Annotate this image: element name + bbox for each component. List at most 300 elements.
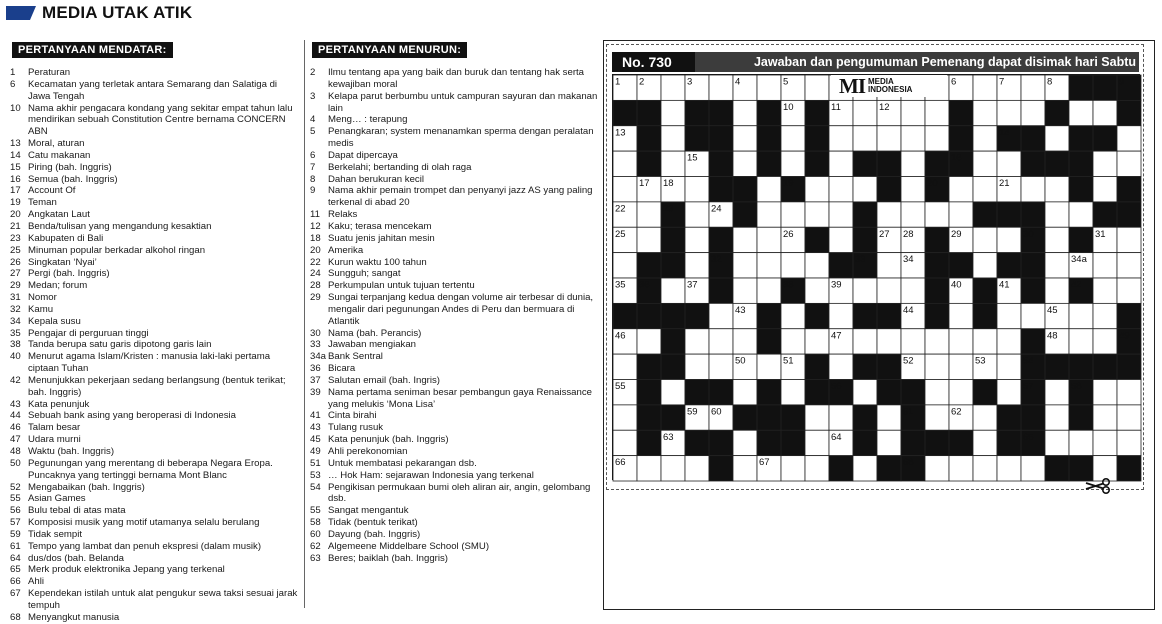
black-cell (1021, 278, 1045, 303)
grid-cell[interactable] (949, 177, 973, 202)
clue-number: 31 (10, 292, 21, 304)
across-clue (8, 138, 298, 150)
grid-cell[interactable] (613, 253, 637, 278)
black-cell (853, 354, 877, 379)
grid-cell[interactable] (613, 151, 637, 176)
grid-cell[interactable] (1117, 430, 1141, 455)
clue-text: Piring (bah. Inggris) (28, 161, 112, 173)
black-cell (661, 303, 685, 328)
clue-number: 56 (10, 505, 21, 517)
clue-number: 57 (10, 517, 21, 529)
grid-cell[interactable] (1069, 100, 1093, 125)
grid-cell[interactable] (733, 253, 757, 278)
grid-cell[interactable] (709, 329, 733, 354)
grid-cell[interactable] (853, 100, 877, 125)
cell-number: 13 (615, 127, 626, 139)
black-cell (1045, 354, 1069, 379)
grid-cell[interactable] (1093, 253, 1117, 278)
grid-cell[interactable] (685, 329, 709, 354)
grid-cell[interactable] (805, 202, 829, 227)
grid-cell[interactable] (949, 380, 973, 405)
cell-number: 15 (687, 152, 698, 164)
clue-text: Menurut agama Islam/Kristen : manusia laki-laki pertama ciptaan Tuhan (28, 351, 271, 375)
cell-number: 8 (1047, 76, 1053, 88)
grid-cell[interactable] (877, 202, 901, 227)
cell-number: 42 (1071, 279, 1082, 291)
grid-cell[interactable] (949, 354, 973, 379)
grid-cell[interactable] (1069, 329, 1093, 354)
cell-number: 35 (615, 279, 626, 291)
grid-cell[interactable] (925, 202, 949, 227)
down-clue (308, 268, 598, 280)
cell-number: 12 (879, 101, 890, 113)
grid-cell[interactable] (781, 151, 805, 176)
across-clue (8, 292, 298, 304)
grid-cell[interactable] (901, 126, 925, 151)
cell-number: 26 (783, 228, 794, 240)
grid-cell[interactable] (1117, 405, 1141, 430)
black-cell (1117, 177, 1141, 202)
grid-cell[interactable] (997, 151, 1021, 176)
grid-cell[interactable] (925, 126, 949, 151)
grid-cell[interactable] (877, 430, 901, 455)
black-cell (613, 303, 637, 328)
grid-cell[interactable] (853, 177, 877, 202)
black-cell (805, 100, 829, 125)
black-cell (829, 253, 853, 278)
grid-cell[interactable] (901, 100, 925, 125)
across-clue (8, 493, 298, 505)
down-clue (308, 351, 598, 363)
slanted-flag-icon (6, 6, 36, 20)
clue-number: 37 (310, 374, 321, 386)
grid-cell[interactable] (1117, 151, 1141, 176)
clue-number: 2 (310, 67, 316, 78)
grid-cell[interactable] (1069, 430, 1093, 455)
grid-cell[interactable] (1045, 202, 1069, 227)
cell-number: 33 (855, 254, 866, 266)
grid-cell[interactable] (997, 380, 1021, 405)
grid-cell[interactable] (733, 278, 757, 303)
grid-cell[interactable] (877, 405, 901, 430)
grid-cell[interactable] (877, 278, 901, 303)
cell-number: 20 (927, 178, 938, 189)
clue-number: 22 (310, 256, 321, 268)
black-cell (637, 253, 661, 278)
cell-number: 60 (711, 406, 722, 418)
grid-cell[interactable] (973, 329, 997, 354)
grid-cell[interactable] (901, 329, 925, 354)
down-clue (308, 126, 598, 150)
black-cell (877, 380, 901, 405)
across-clue (8, 103, 298, 139)
grid-cell[interactable] (901, 151, 925, 176)
grid-cell[interactable] (973, 456, 997, 481)
cell-number: 14 (999, 127, 1010, 139)
across-clue (8, 541, 298, 553)
grid-cell[interactable] (709, 75, 733, 100)
grid-cell[interactable] (1021, 75, 1045, 100)
grid-cell[interactable] (877, 329, 901, 354)
black-cell (733, 405, 757, 430)
grid-cell[interactable] (829, 126, 853, 151)
grid-cell[interactable] (997, 329, 1021, 354)
black-cell (637, 100, 661, 125)
grid-cell[interactable] (661, 380, 685, 405)
black-cell (685, 380, 709, 405)
grid-cell[interactable] (1021, 177, 1045, 202)
grid-cell[interactable] (709, 303, 733, 328)
black-cell (709, 227, 733, 252)
grid-cell[interactable] (925, 380, 949, 405)
grid-cell[interactable] (613, 354, 637, 379)
down-clue (308, 209, 598, 221)
grid-cell[interactable] (1021, 303, 1045, 328)
clue-number: 10 (10, 102, 21, 114)
grid-cell[interactable] (829, 405, 853, 430)
cell-number: 48 (1047, 330, 1058, 342)
black-cell (661, 329, 685, 354)
grid-cell[interactable] (853, 329, 877, 354)
grid-cell[interactable] (1069, 303, 1093, 328)
grid-cell[interactable] (661, 75, 685, 100)
clue-text: Benda/tulisan yang mengandung kesaktian (28, 220, 212, 232)
black-cell (1069, 405, 1093, 430)
grid-cell[interactable] (757, 177, 781, 202)
clue-number: 34a (310, 351, 327, 363)
grid-cell[interactable] (637, 329, 661, 354)
down-clue (308, 541, 598, 553)
grid-cell[interactable] (877, 126, 901, 151)
across-clue (8, 268, 298, 280)
grid-cell[interactable] (997, 354, 1021, 379)
grid-cell[interactable] (757, 278, 781, 303)
grid-cell[interactable] (901, 202, 925, 227)
crossword-grid (612, 74, 1140, 480)
grid-cell[interactable] (733, 227, 757, 252)
grid-cell[interactable] (973, 227, 997, 252)
black-cell (757, 380, 781, 405)
black-cell (637, 303, 661, 328)
grid-cell[interactable] (829, 303, 853, 328)
grid-cell[interactable] (733, 151, 757, 176)
grid-cell[interactable] (925, 329, 949, 354)
grid-cell[interactable] (733, 430, 757, 455)
black-cell (1045, 456, 1069, 481)
grid-cell[interactable] (1045, 278, 1069, 303)
clue-text: Ahli (28, 576, 44, 588)
grid-cell[interactable] (685, 456, 709, 481)
grid-cell[interactable] (973, 253, 997, 278)
grid-cell[interactable] (685, 202, 709, 227)
grid-cell[interactable] (613, 405, 637, 430)
grid-cell[interactable] (1045, 405, 1069, 430)
grid-cell[interactable] (1117, 126, 1141, 151)
grid-cell[interactable] (1045, 126, 1069, 151)
grid-cell[interactable] (1117, 380, 1141, 405)
clue-text: Tidak (bentuk terikat) (328, 517, 418, 529)
cell-number: 4 (735, 76, 741, 88)
grid-cell[interactable] (661, 278, 685, 303)
cell-number: 10 (783, 101, 794, 113)
grid-cell[interactable] (1117, 253, 1141, 278)
grid-cell[interactable] (781, 303, 805, 328)
black-cell (757, 100, 781, 125)
down-clue (308, 482, 598, 506)
across-clue (8, 399, 298, 411)
clue-number: 39 (310, 386, 321, 398)
clue-number: 5 (310, 126, 316, 138)
clue-number: 33 (310, 339, 321, 351)
cell-number: 40 (951, 279, 962, 291)
grid-cell[interactable] (1093, 151, 1117, 176)
black-cell (1093, 354, 1117, 379)
clue-number: 9 (310, 185, 316, 197)
clue-text: … Hok Ham: sejarawan Indonesia yang terkenal (328, 469, 534, 481)
grid-cell[interactable] (709, 354, 733, 379)
black-cell (1045, 100, 1069, 125)
grid-cell[interactable] (781, 202, 805, 227)
grid-cell[interactable] (1045, 177, 1069, 202)
down-clue (308, 517, 598, 529)
grid-cell[interactable] (733, 126, 757, 151)
down-clue (308, 67, 598, 91)
grid-cell[interactable] (1093, 100, 1117, 125)
down-clue (308, 387, 598, 411)
clue-number: 67 (10, 588, 21, 600)
grid-cell[interactable] (1093, 278, 1117, 303)
clue-number: 36 (310, 363, 321, 375)
black-cell (1069, 151, 1093, 176)
grid-cell[interactable] (685, 227, 709, 252)
clue-number: 29 (310, 292, 321, 304)
clue-number: 59 (10, 528, 21, 540)
grid-cell[interactable] (757, 75, 781, 100)
grid-cell[interactable] (781, 126, 805, 151)
grid-cell[interactable] (853, 278, 877, 303)
clue-number: 8 (310, 173, 316, 185)
black-cell (949, 100, 973, 125)
clue-number: 64 (10, 552, 21, 564)
grid-cell[interactable] (949, 456, 973, 481)
grid-cell[interactable] (613, 430, 637, 455)
clue-text: Untuk membatasi pekarangan dsb. (328, 457, 477, 469)
grid-cell[interactable] (1045, 253, 1069, 278)
grid-cell[interactable] (805, 278, 829, 303)
grid-cell[interactable] (973, 126, 997, 151)
black-cell (853, 202, 877, 227)
grid-cell[interactable] (1093, 303, 1117, 328)
grid-cell[interactable] (733, 329, 757, 354)
grid-cell[interactable] (781, 329, 805, 354)
grid-cell[interactable] (877, 253, 901, 278)
grid-cell[interactable] (661, 126, 685, 151)
grid-cell[interactable] (1021, 100, 1045, 125)
across-clue (8, 517, 298, 529)
clue-text: Angkatan Laut (28, 209, 90, 221)
clue-text: Asian Games (28, 493, 86, 505)
across-clue (8, 375, 298, 399)
grid-cell[interactable] (661, 100, 685, 125)
grid-cell[interactable] (805, 405, 829, 430)
grid-cell[interactable] (805, 253, 829, 278)
grid-cell[interactable] (973, 177, 997, 202)
grid-cell[interactable] (1069, 202, 1093, 227)
grid-cell[interactable] (973, 430, 997, 455)
cell-number: 6 (951, 76, 957, 88)
grid-cell[interactable] (853, 380, 877, 405)
clue-number: 7 (310, 161, 316, 173)
black-cell (829, 456, 853, 481)
cell-number: 38 (783, 279, 794, 291)
grid-cell[interactable] (637, 227, 661, 252)
grid-cell[interactable] (973, 75, 997, 100)
grid-cell[interactable] (901, 177, 925, 202)
clue-number: 46 (10, 422, 21, 434)
grid-cell[interactable] (925, 405, 949, 430)
grid-cell[interactable] (949, 329, 973, 354)
grid-cell[interactable] (757, 354, 781, 379)
down-clue (308, 458, 598, 470)
black-cell (901, 430, 925, 455)
across-clue (8, 446, 298, 458)
grid-cell[interactable] (829, 227, 853, 252)
clue-text: Kepala susu (28, 315, 81, 327)
grid-cell[interactable] (1093, 430, 1117, 455)
grid-cell[interactable] (637, 202, 661, 227)
black-cell (1117, 354, 1141, 379)
clue-text: Nama pertama seniman besar pembangun gaya Renaissance yang melukis ‘Mona Lisa’ (328, 386, 592, 410)
grid-cell[interactable] (1093, 380, 1117, 405)
grid-cell[interactable] (1093, 177, 1117, 202)
grid-cell[interactable] (1117, 227, 1141, 252)
black-cell (877, 456, 901, 481)
grid-cell[interactable] (805, 75, 829, 100)
black-cell (757, 151, 781, 176)
black-cell (805, 303, 829, 328)
grid-cell[interactable] (613, 177, 637, 202)
grid-cell[interactable] (949, 303, 973, 328)
across-clue (8, 67, 298, 79)
down-clue (308, 375, 598, 387)
grid-cell[interactable] (733, 100, 757, 125)
grid-cell[interactable] (661, 456, 685, 481)
down-clue (308, 328, 598, 340)
grid-cell[interactable] (733, 380, 757, 405)
grid-cell[interactable] (973, 151, 997, 176)
grid-cell[interactable] (1045, 227, 1069, 252)
black-cell (709, 380, 733, 405)
grid-cell[interactable] (757, 253, 781, 278)
grid-cell[interactable] (997, 100, 1021, 125)
grid-cell[interactable] (829, 177, 853, 202)
black-cell (1045, 151, 1069, 176)
clue-number: 13 (10, 138, 21, 150)
grid-cell[interactable] (997, 456, 1021, 481)
clue-number: 6 (310, 149, 316, 161)
grid-cell[interactable] (805, 456, 829, 481)
grid-cell[interactable] (1117, 278, 1141, 303)
grid-cell[interactable] (805, 430, 829, 455)
grid-cell[interactable] (637, 456, 661, 481)
grid-cell[interactable] (757, 202, 781, 227)
grid-cell[interactable] (997, 303, 1021, 328)
cell-number: 16 (951, 152, 962, 164)
grid-cell[interactable] (829, 151, 853, 176)
black-cell (853, 151, 877, 176)
grid-cell[interactable] (925, 100, 949, 125)
clue-text: Kata penunjuk (28, 398, 90, 410)
grid-cell[interactable] (685, 354, 709, 379)
grid-cell[interactable] (805, 177, 829, 202)
grid-cell[interactable] (733, 456, 757, 481)
grid-cell[interactable] (973, 405, 997, 430)
across-clue (8, 576, 298, 588)
across-clue (8, 221, 298, 233)
clue-text: Pergi (bah. Inggris) (28, 268, 110, 280)
clue-number: 43 (10, 398, 21, 410)
clue-number: 43 (310, 422, 321, 434)
down-clue (308, 91, 598, 115)
grid-cell[interactable] (949, 202, 973, 227)
grid-cell[interactable] (781, 253, 805, 278)
grid-cell[interactable] (781, 380, 805, 405)
grid-cell[interactable] (829, 354, 853, 379)
grid-cell[interactable] (853, 126, 877, 151)
grid-cell[interactable] (925, 456, 949, 481)
grid-cell[interactable] (829, 202, 853, 227)
grid-cell[interactable] (1045, 430, 1069, 455)
black-cell (805, 354, 829, 379)
clue-number: 32 (10, 303, 21, 315)
black-cell (805, 380, 829, 405)
black-cell (1117, 100, 1141, 125)
clue-text: Suatu jenis jahitan mesin (328, 232, 435, 244)
across-clue (8, 339, 298, 351)
black-cell (757, 303, 781, 328)
clue-text: Tidak sempit (28, 528, 83, 540)
clue-number: 18 (310, 232, 321, 244)
clue-number: 34 (10, 315, 21, 327)
black-cell (661, 405, 685, 430)
grid-cell[interactable] (925, 354, 949, 379)
grid-cell[interactable] (661, 151, 685, 176)
grid-cell[interactable] (1045, 380, 1069, 405)
grid-cell[interactable] (997, 227, 1021, 252)
grid-cell[interactable] (901, 278, 925, 303)
grid-cell[interactable] (1093, 405, 1117, 430)
grid-cell[interactable] (853, 456, 877, 481)
clue-text: Amerika (328, 244, 364, 256)
clue-number: 58 (310, 517, 321, 529)
black-cell (925, 253, 949, 278)
grid-cell[interactable] (685, 177, 709, 202)
clue-text: Bank Sentral (328, 351, 383, 363)
clue-text: Kependekan istilah untuk alat pengukur sewa taksi sesuai jarak tempuh (28, 588, 298, 611)
clue-text: Pengajar di perguruan tinggi (28, 327, 149, 339)
grid-cell[interactable] (1093, 329, 1117, 354)
grid-cell[interactable] (685, 253, 709, 278)
grid-cell[interactable] (973, 100, 997, 125)
across-clue (8, 245, 298, 257)
across-clue (8, 209, 298, 221)
clue-number: 28 (310, 280, 321, 292)
grid-cell[interactable] (781, 456, 805, 481)
grid-cell[interactable] (1021, 456, 1045, 481)
grid-cell[interactable] (805, 329, 829, 354)
black-cell (637, 405, 661, 430)
grid-cell[interactable] (757, 227, 781, 252)
